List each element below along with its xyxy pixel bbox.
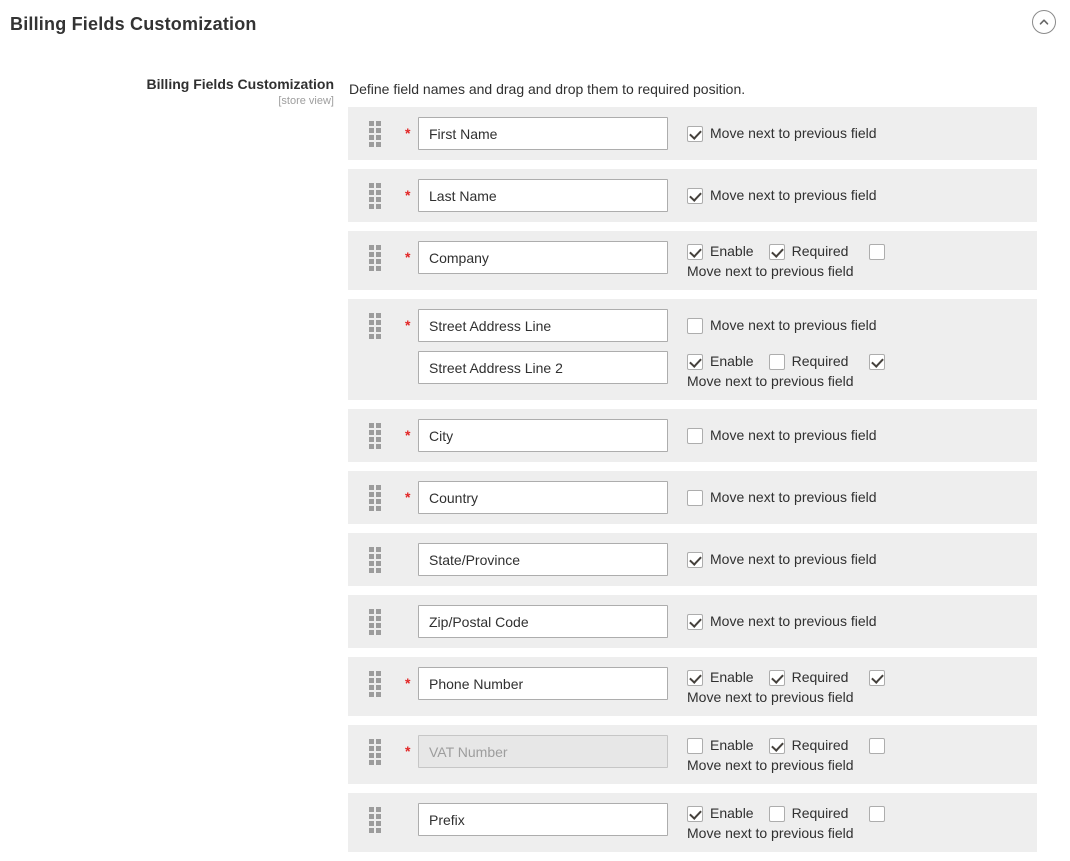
field-row xyxy=(348,725,1037,784)
field-controls xyxy=(687,667,885,706)
drag-handle-icon[interactable] xyxy=(369,485,381,511)
enable-label: Enable xyxy=(710,243,754,259)
move-next-label: Move next to previous field xyxy=(710,125,877,141)
enable-label: Enable xyxy=(710,353,754,369)
chevron-up-icon xyxy=(1037,15,1051,29)
field-controls xyxy=(687,241,885,280)
required-label: Required xyxy=(791,669,849,685)
field-line xyxy=(368,605,1017,638)
move-next-checkbox-group[interactable] xyxy=(687,427,877,444)
drag-handle-icon[interactable] xyxy=(369,609,381,635)
enable-checkbox[interactable] xyxy=(687,244,703,260)
required-checkbox[interactable] xyxy=(769,738,785,754)
move-next-checkbox[interactable] xyxy=(687,428,703,444)
enable-checkbox[interactable] xyxy=(687,738,703,754)
move-next-checkbox-group[interactable] xyxy=(687,551,877,568)
field-row xyxy=(348,231,1037,290)
move-next-checkbox[interactable] xyxy=(869,354,885,370)
field-controls xyxy=(687,605,877,630)
enable-checkbox-group[interactable] xyxy=(687,737,754,754)
field-value-column xyxy=(348,75,1037,861)
field-line xyxy=(368,351,1017,390)
move-next-label: Move next to previous field xyxy=(710,427,877,443)
enable-checkbox-group[interactable] xyxy=(687,669,754,686)
required-asterisk: * xyxy=(405,187,411,203)
required-checkbox[interactable] xyxy=(769,354,785,370)
move-next-checkbox[interactable] xyxy=(869,738,885,754)
required-asterisk: * xyxy=(405,675,411,691)
field-controls xyxy=(687,117,877,142)
drag-handle-icon[interactable] xyxy=(369,121,381,147)
required-checkbox[interactable] xyxy=(769,244,785,260)
move-next-checkbox[interactable] xyxy=(687,490,703,506)
section-title: Billing Fields Customization xyxy=(10,14,257,34)
field-row xyxy=(348,657,1037,716)
move-next-checkbox-group[interactable] xyxy=(869,670,885,686)
enable-checkbox[interactable] xyxy=(687,670,703,686)
required-checkbox-group[interactable] xyxy=(769,669,849,686)
scope-label: [store view] xyxy=(278,95,334,107)
move-next-checkbox[interactable] xyxy=(687,318,703,334)
field-name-input[interactable] xyxy=(418,241,668,274)
move-next-label: Move next to previous field xyxy=(710,187,877,203)
move-next-label: Move next to previous field xyxy=(710,551,877,567)
required-asterisk: * xyxy=(405,427,411,443)
move-next-checkbox-group[interactable] xyxy=(687,125,877,142)
field-name-input[interactable] xyxy=(418,735,668,768)
field-row xyxy=(348,793,1037,852)
move-next-checkbox[interactable] xyxy=(687,552,703,568)
field-line xyxy=(368,241,1017,280)
move-next-checkbox[interactable] xyxy=(687,126,703,142)
required-label: Required xyxy=(791,737,849,753)
field-line xyxy=(368,419,1017,452)
field-line xyxy=(368,309,1017,342)
move-next-label: Move next to previous field xyxy=(687,263,854,279)
field-row xyxy=(348,595,1037,648)
required-label: Required xyxy=(791,353,849,369)
field-line xyxy=(368,803,1017,842)
required-checkbox[interactable] xyxy=(769,806,785,822)
field-row xyxy=(348,107,1037,160)
field-controls xyxy=(687,179,877,204)
field-controls xyxy=(687,419,877,444)
drag-handle-icon[interactable] xyxy=(369,245,381,271)
required-asterisk: * xyxy=(405,125,411,141)
required-checkbox[interactable] xyxy=(769,670,785,686)
move-next-checkbox-group[interactable] xyxy=(869,244,885,260)
field-name-input[interactable] xyxy=(418,117,668,150)
required-label: Required xyxy=(791,805,849,821)
field-name-input[interactable] xyxy=(418,179,668,212)
drag-handle-icon[interactable] xyxy=(369,671,381,697)
field-line xyxy=(368,735,1017,774)
field-line xyxy=(368,117,1017,150)
move-next-checkbox-group[interactable] xyxy=(869,806,885,822)
move-next-checkbox-group[interactable] xyxy=(687,613,877,630)
field-label-column xyxy=(0,75,334,861)
drag-handle-icon[interactable] xyxy=(369,183,381,209)
field-row xyxy=(348,169,1037,222)
enable-label: Enable xyxy=(710,669,754,685)
field-name-input[interactable] xyxy=(418,803,668,836)
move-next-label: Move next to previous field xyxy=(687,757,854,773)
required-checkbox-group[interactable] xyxy=(769,353,849,370)
required-asterisk: * xyxy=(405,489,411,505)
required-checkbox-group[interactable] xyxy=(769,737,849,754)
enable-checkbox-group[interactable] xyxy=(687,353,754,370)
field-name-input[interactable] xyxy=(418,481,668,514)
field-label: Billing Fields Customization xyxy=(146,76,334,92)
move-next-checkbox-group[interactable] xyxy=(687,187,877,204)
move-next-checkbox[interactable] xyxy=(869,670,885,686)
field-line xyxy=(368,481,1017,514)
required-checkbox-group[interactable] xyxy=(769,243,849,260)
move-next-label: Move next to previous field xyxy=(687,689,854,705)
required-label: Required xyxy=(791,243,849,259)
field-controls xyxy=(687,309,877,334)
field-row xyxy=(348,471,1037,524)
field-rows xyxy=(348,107,1037,852)
field-controls xyxy=(687,735,885,774)
required-asterisk: * xyxy=(405,249,411,265)
config-row xyxy=(0,75,1070,861)
enable-checkbox-group[interactable] xyxy=(687,243,754,260)
section-header xyxy=(0,0,1070,35)
move-next-label: Move next to previous field xyxy=(710,613,877,629)
drag-handle-icon[interactable] xyxy=(369,739,381,765)
move-next-checkbox-group[interactable] xyxy=(869,354,885,370)
required-asterisk: * xyxy=(405,317,411,333)
move-next-label: Move next to previous field xyxy=(687,825,854,841)
field-name-input[interactable] xyxy=(418,543,668,576)
field-name-input[interactable] xyxy=(418,419,668,452)
drag-handle-icon[interactable] xyxy=(369,313,381,339)
field-controls xyxy=(687,351,885,390)
field-line xyxy=(368,667,1017,706)
hint-text: Define field names and drag and drop them to required position. xyxy=(349,81,746,97)
field-controls xyxy=(687,481,877,506)
enable-label: Enable xyxy=(710,737,754,753)
move-next-checkbox-group[interactable] xyxy=(687,317,877,334)
move-next-label: Move next to previous field xyxy=(687,373,854,389)
required-asterisk: * xyxy=(405,743,411,759)
field-name-input[interactable] xyxy=(418,667,668,700)
move-next-checkbox-group[interactable] xyxy=(687,489,877,506)
field-controls xyxy=(687,803,885,842)
move-next-label: Move next to previous field xyxy=(710,317,877,333)
field-controls xyxy=(687,543,877,568)
field-line xyxy=(368,179,1017,212)
field-name-input[interactable] xyxy=(418,351,668,384)
drag-handle-icon[interactable] xyxy=(369,807,381,833)
field-row xyxy=(348,299,1037,400)
drag-handle-icon[interactable] xyxy=(369,423,381,449)
move-next-checkbox[interactable] xyxy=(687,614,703,630)
move-next-checkbox-group[interactable] xyxy=(869,738,885,754)
field-name-input[interactable] xyxy=(418,605,668,638)
move-next-checkbox[interactable] xyxy=(869,244,885,260)
field-row xyxy=(348,533,1037,586)
enable-label: Enable xyxy=(710,805,754,821)
collapse-section-button[interactable] xyxy=(1032,10,1056,34)
enable-checkbox[interactable] xyxy=(687,354,703,370)
field-name-input[interactable] xyxy=(418,309,668,342)
required-checkbox-group[interactable] xyxy=(769,805,849,822)
move-next-checkbox[interactable] xyxy=(687,188,703,204)
field-row xyxy=(348,409,1037,462)
field-line xyxy=(368,543,1017,576)
enable-checkbox[interactable] xyxy=(687,806,703,822)
drag-handle-icon[interactable] xyxy=(369,547,381,573)
enable-checkbox-group[interactable] xyxy=(687,805,754,822)
move-next-checkbox[interactable] xyxy=(869,806,885,822)
move-next-label: Move next to previous field xyxy=(710,489,877,505)
